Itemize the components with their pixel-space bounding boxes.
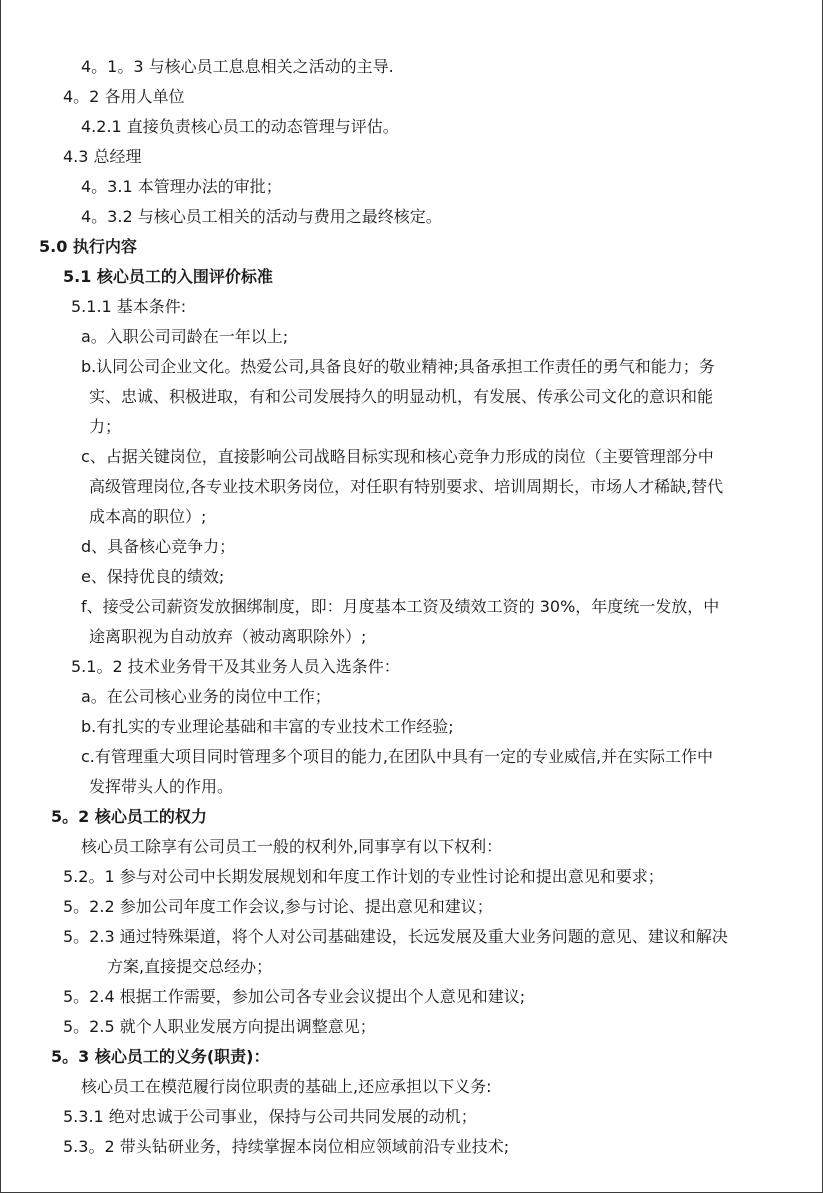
text-line: c.有管理重大项目同时管理多个项目的能力,在团队中具有一定的专业威信,并在实际工作中 — [81, 747, 714, 766]
text-line: b.有扎实的专业理论基础和丰富的专业技术工作经验; — [81, 717, 454, 736]
text-line: 力； — [89, 417, 122, 436]
text-line: 4。3.1 本管理办法的审批； — [81, 177, 282, 196]
text-line: 实、忠诚、积极进取，有和公司发展持久的明显动机，有发展、传承公司文化的意识和能 — [89, 387, 714, 406]
text-line: 5.3.1 绝对忠诚于公司事业，保持与公司共同发展的动机； — [63, 1107, 477, 1126]
section-heading: 5。2 核心员工的权力 — [51, 807, 207, 826]
text-line: 4.3 总经理 — [63, 147, 142, 166]
text-line: 核心员工除享有公司员工一般的权利外,同事享有以下权利： — [81, 837, 503, 856]
text-line: 方案,直接提交总经办； — [107, 957, 273, 976]
text-line: 5.3。2 带头钻研业务，持续掌握本岗位相应领域前沿专业技术; — [63, 1137, 510, 1156]
text-line: 5.1.1 基本条件: — [71, 297, 187, 316]
text-line: 4。1。3 与核心员工息息相关之活动的主导. — [81, 57, 394, 76]
text-line: 5.2。1 参与对公司中长期发展规划和年度工作计划的专业性讨论和提出意见和要求； — [63, 867, 664, 886]
text-line: 5。2.3 通过特殊渠道，将个人对公司基础建设，长远发展及重大业务问题的意见、建议和解决 — [63, 927, 728, 946]
text-line: a。在公司核心业务的岗位中工作； — [81, 687, 331, 706]
text-line: a。入职公司司龄在一年以上; — [81, 327, 289, 346]
text-line: 发挥带头人的作用。 — [89, 777, 234, 796]
text-line: 高级管理岗位,各专业技术职务岗位，对任职有特别要求、培训周期长，市场人才稀缺,替代 — [89, 477, 724, 496]
section-heading: 5.0 执行内容 — [39, 237, 137, 256]
section-heading: 5.1 核心员工的入围评价标准 — [63, 267, 273, 286]
text-line: 5。2.5 就个人职业发展方向提出调整意见； — [63, 1017, 376, 1036]
text-line: 5。2.2 参加公司年度工作会议,参与讨论、提出意见和建议； — [63, 897, 493, 916]
text-line: 途离职视为自动放弃（被动离职除外）; — [89, 627, 367, 646]
text-line: 成本高的职位）; — [89, 507, 207, 526]
text-line: b.认同公司企业文化。热爱公司,具备良好的敬业精神;具备承担工作责任的勇气和能力；务 — [81, 357, 715, 376]
text-line: f、接受公司薪资发放捆绑制度，即：月度基本工资及绩效工资的 30%，年度统一发放，中 — [81, 597, 720, 616]
text-line: 核心员工在模范履行岗位职责的基础上,还应承担以下义务: — [81, 1077, 492, 1096]
text-line: 5。2.4 根据工作需要，参加公司各专业会议提出个人意见和建议; — [63, 987, 526, 1006]
text-line: 4。3.2 与核心员工相关的活动与费用之最终核定。 — [81, 207, 442, 226]
text-line: e、保持优良的绩效; — [81, 567, 225, 586]
section-heading: 5。3 核心员工的义务(职责)： — [51, 1047, 270, 1066]
text-line: 4。2 各用人单位 — [63, 87, 185, 106]
text-line: 4.2.1 直接负责核心员工的动态管理与评估。 — [81, 117, 399, 136]
text-line: d、具备核心竞争力； — [81, 537, 236, 556]
text-line: c、占据关键岗位，直接影响公司战略目标实现和核心竞争力形成的岗位（主要管理部分中 — [81, 447, 714, 466]
text-line: 5.1。2 技术业务骨干及其业务人员入选条件： — [71, 657, 400, 676]
